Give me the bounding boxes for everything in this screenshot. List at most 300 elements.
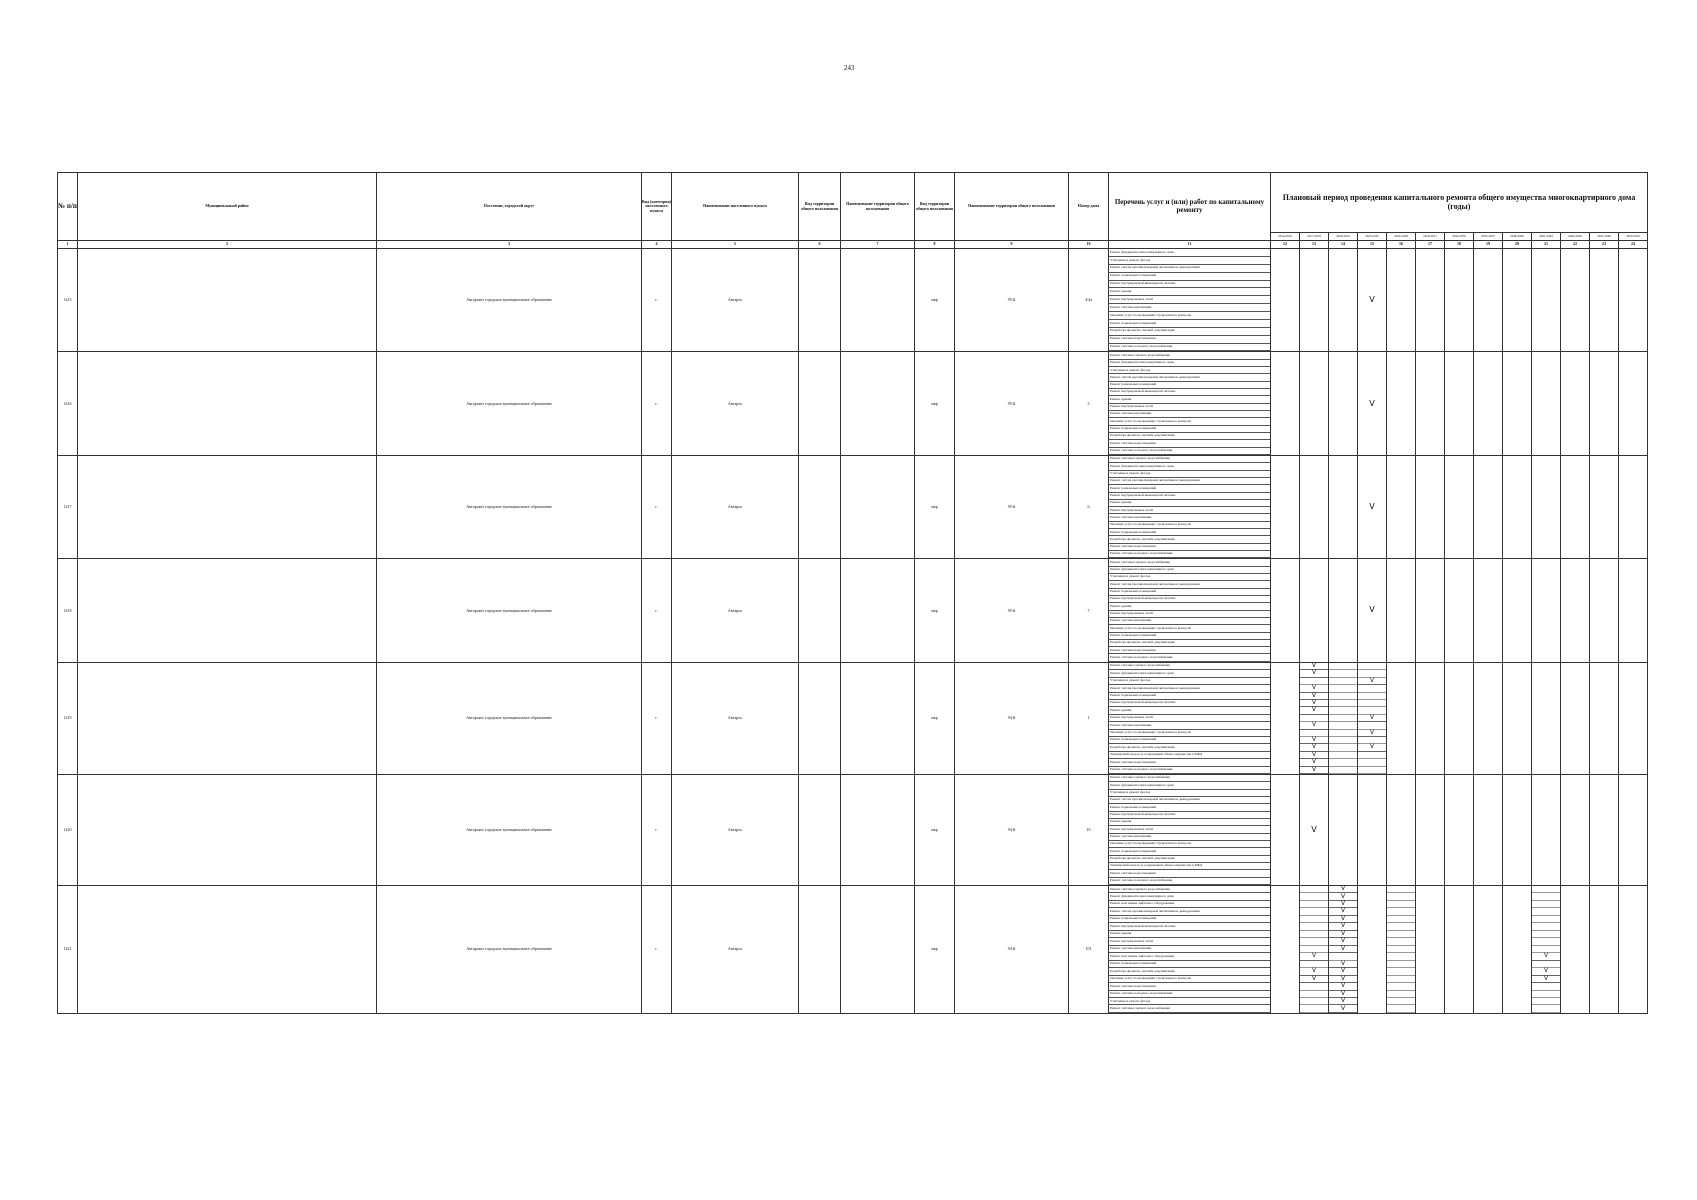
year-cell bbox=[1561, 455, 1590, 558]
column-number: 22 bbox=[1561, 241, 1590, 249]
territory-name-cell bbox=[841, 662, 915, 774]
year-cell bbox=[1416, 774, 1445, 885]
street-name-cell: 95-й bbox=[955, 559, 1069, 662]
territory-name-cell bbox=[841, 249, 915, 352]
district-cell bbox=[78, 455, 377, 558]
street-type-cell: мкр bbox=[915, 249, 955, 352]
work-item: Ремонт фундамента многоквартирного дома bbox=[1109, 782, 1270, 789]
mark-item bbox=[1300, 893, 1328, 900]
work-item: Ремонт системы холодного водоснабжения bbox=[1109, 551, 1270, 558]
territory-type-cell bbox=[799, 455, 841, 558]
year-cell bbox=[1300, 885, 1329, 1013]
column-number: 7 bbox=[841, 241, 915, 249]
locality-name-cell: Ангарск bbox=[672, 885, 799, 1013]
mark-item: V bbox=[1329, 931, 1357, 938]
year-cell bbox=[1619, 352, 1648, 455]
year-cell bbox=[1619, 249, 1648, 352]
year-cell bbox=[1300, 455, 1329, 558]
mark-item bbox=[1329, 730, 1357, 737]
work-item: Ремонт подвальных помещений bbox=[1109, 320, 1270, 328]
work-item: Разработка проектно-сметной документации bbox=[1109, 968, 1270, 975]
street-type-cell: мкр bbox=[915, 662, 955, 774]
locality-name-cell: Ангарск bbox=[672, 455, 799, 558]
street-type-cell: мкр bbox=[915, 352, 955, 455]
settlement-cell: Ангарское городское муниципальное образование bbox=[377, 352, 642, 455]
year-cell bbox=[1358, 662, 1387, 774]
year-header: 2044-2046 bbox=[1561, 233, 1590, 241]
mark-item bbox=[1329, 678, 1357, 685]
row-number: 1420 bbox=[58, 774, 78, 885]
mark-item bbox=[1300, 916, 1328, 923]
year-cell bbox=[1474, 455, 1503, 558]
year-cell bbox=[1561, 662, 1590, 774]
mark-item: V bbox=[1300, 693, 1328, 700]
mark-item: V bbox=[1329, 968, 1357, 975]
year-header: 2020-2022 bbox=[1329, 233, 1358, 241]
year-cell bbox=[1387, 249, 1416, 352]
year-cell bbox=[1532, 352, 1561, 455]
year-cell bbox=[1590, 885, 1619, 1013]
mark-item: V bbox=[1300, 759, 1328, 766]
mark-item bbox=[1387, 908, 1415, 915]
mark-list bbox=[1329, 663, 1357, 774]
column-number: 2 bbox=[78, 241, 377, 249]
column-number: 23 bbox=[1590, 241, 1619, 249]
year-cell bbox=[1271, 662, 1300, 774]
mark-item bbox=[1300, 901, 1328, 908]
row-number: 1419 bbox=[58, 662, 78, 774]
year-header: 2023-2025 bbox=[1358, 233, 1387, 241]
mark-item: V bbox=[1300, 670, 1328, 677]
street-type-cell: мкр bbox=[915, 559, 955, 662]
year-cell bbox=[1329, 352, 1358, 455]
mark-item bbox=[1532, 893, 1560, 900]
work-item: Оказание услуг по проведению строительного контроля bbox=[1109, 418, 1270, 425]
mark-item: V bbox=[1532, 968, 1560, 975]
work-item: Ремонт крыши bbox=[1109, 288, 1270, 296]
year-cell bbox=[1387, 662, 1416, 774]
mark-item bbox=[1329, 767, 1357, 774]
mark-item: V bbox=[1329, 938, 1357, 945]
mark-item bbox=[1387, 968, 1415, 975]
locality-name-cell: Ангарск bbox=[672, 662, 799, 774]
header-street-type: Вид территории общего пользования bbox=[915, 173, 955, 241]
district-cell bbox=[78, 774, 377, 885]
work-item: Ремонт фундамента многоквартирного дома bbox=[1109, 463, 1270, 470]
mark-item: V bbox=[1329, 916, 1357, 923]
works-list bbox=[1109, 249, 1270, 351]
work-item: Ремонт внутридомовых сетей bbox=[1109, 296, 1270, 304]
mark-item bbox=[1300, 983, 1328, 990]
work-item: Утепление и ремонт фасада bbox=[1109, 367, 1270, 374]
year-cell bbox=[1590, 352, 1619, 455]
table-body bbox=[58, 249, 1648, 1014]
year-cell bbox=[1503, 885, 1532, 1013]
year-cell bbox=[1474, 352, 1503, 455]
works-list-cell bbox=[1109, 559, 1271, 662]
work-item: Утепление и ремонт фасада bbox=[1109, 998, 1270, 1005]
year-cell bbox=[1300, 774, 1329, 885]
work-item: Ремонт или замена лифтового оборудования bbox=[1109, 901, 1270, 908]
work-item: Ремонт систем противопожарной автоматики и дымоудаления bbox=[1109, 685, 1270, 692]
mark-item bbox=[1532, 901, 1560, 908]
work-item: Ремонт системы горячего водоснабжения bbox=[1109, 456, 1270, 463]
work-item: Утепление и ремонт фасада bbox=[1109, 678, 1270, 685]
year-cell bbox=[1474, 249, 1503, 352]
street-name-cell: 94-й bbox=[955, 774, 1069, 885]
work-item: Ремонт внутридомовой инженерной системы bbox=[1109, 812, 1270, 819]
mark-item bbox=[1358, 685, 1386, 692]
work-item: Ремонт внутридомовых сетей bbox=[1109, 507, 1270, 514]
row-number: 1418 bbox=[58, 559, 78, 662]
mark-item bbox=[1300, 938, 1328, 945]
year-cell bbox=[1619, 774, 1648, 885]
locality-name-cell: Ангарск bbox=[672, 559, 799, 662]
year-cell bbox=[1387, 559, 1416, 662]
street-type-cell: мкр bbox=[915, 774, 955, 885]
house-number-cell: 7 bbox=[1069, 559, 1109, 662]
work-item: Ремонт внутридомовых сетей bbox=[1109, 826, 1270, 833]
mark-item bbox=[1387, 916, 1415, 923]
year-header: 2038-2040 bbox=[1503, 233, 1532, 241]
year-cell bbox=[1329, 249, 1358, 352]
street-type-cell: мкр bbox=[915, 455, 955, 558]
work-item: Ремонт подвальных помещений bbox=[1109, 426, 1270, 433]
work-item: Ремонт системы водоотведения bbox=[1109, 647, 1270, 654]
work-item: Ремонт подвальных помещений bbox=[1109, 693, 1270, 700]
year-cell bbox=[1416, 662, 1445, 774]
work-item: Разработка проектно-сметной документации bbox=[1109, 744, 1270, 751]
work-item: Ремонт подвальных помещений bbox=[1109, 737, 1270, 744]
planned-mark: V bbox=[1369, 605, 1375, 615]
column-number: 1 bbox=[58, 241, 78, 249]
work-item: Ремонт системы горячего водоснабжения bbox=[1109, 663, 1270, 670]
mark-item: V bbox=[1329, 886, 1357, 893]
column-number: 15 bbox=[1358, 241, 1387, 249]
year-cell bbox=[1387, 352, 1416, 455]
column-number: 16 bbox=[1387, 241, 1416, 249]
mark-item: V bbox=[1300, 968, 1328, 975]
header-number: № п/п bbox=[58, 173, 78, 241]
year-cell bbox=[1358, 249, 1387, 352]
year-header: 2032-2034 bbox=[1445, 233, 1474, 241]
year-cell bbox=[1300, 662, 1329, 774]
header-planned-period: Плановый период проведения капитального ремонта общего имущества многоквартирного дома (годы) bbox=[1271, 173, 1648, 233]
mark-item: V bbox=[1300, 767, 1328, 774]
work-item: Технический надзор за содержанием общего имущества в МКД bbox=[1109, 752, 1270, 759]
column-number: 4 bbox=[642, 241, 672, 249]
year-cell bbox=[1271, 249, 1300, 352]
year-cell bbox=[1590, 249, 1619, 352]
column-number: 9 bbox=[955, 241, 1069, 249]
mark-item bbox=[1387, 886, 1415, 893]
mark-item: V bbox=[1358, 744, 1386, 751]
planned-mark: V bbox=[1369, 295, 1375, 305]
territory-type-cell bbox=[799, 352, 841, 455]
mark-item: V bbox=[1300, 953, 1328, 960]
mark-item bbox=[1387, 991, 1415, 998]
mark-item bbox=[1532, 991, 1560, 998]
work-item: Ремонт системы горячего водоснабжения bbox=[1109, 1005, 1270, 1012]
works-list bbox=[1109, 886, 1270, 1013]
work-item: Ремонт внутридомовой инженерной системы bbox=[1109, 923, 1270, 930]
mark-item: V bbox=[1300, 707, 1328, 714]
year-cell bbox=[1474, 774, 1503, 885]
mark-item bbox=[1387, 961, 1415, 968]
mark-item bbox=[1300, 908, 1328, 915]
mark-item: V bbox=[1300, 700, 1328, 707]
work-item: Утепление и ремонт фасада bbox=[1109, 790, 1270, 797]
year-header: 2026-2028 bbox=[1387, 233, 1416, 241]
year-cell bbox=[1503, 352, 1532, 455]
year-cell bbox=[1561, 559, 1590, 662]
mark-item bbox=[1532, 983, 1560, 990]
district-cell bbox=[78, 559, 377, 662]
column-number: 20 bbox=[1503, 241, 1532, 249]
year-cell bbox=[1358, 455, 1387, 558]
year-cell bbox=[1503, 455, 1532, 558]
mark-item bbox=[1358, 700, 1386, 707]
year-cell bbox=[1416, 249, 1445, 352]
works-list bbox=[1109, 456, 1270, 558]
work-item: Ремонт подвальных помещений bbox=[1109, 485, 1270, 492]
year-header: 2029-2031 bbox=[1416, 233, 1445, 241]
work-item: Ремонт системы водоотведения bbox=[1109, 544, 1270, 551]
work-item: Ремонт системы холодного водоснабжения bbox=[1109, 767, 1270, 774]
column-number: 24 bbox=[1619, 241, 1648, 249]
mark-item: V bbox=[1329, 991, 1357, 998]
year-cell bbox=[1358, 774, 1387, 885]
work-item: Ремонт подвальных помещений bbox=[1109, 916, 1270, 923]
mark-item bbox=[1532, 998, 1560, 1005]
year-header: 2041-2043 bbox=[1532, 233, 1561, 241]
work-item: Разработка проектно-сметной документации bbox=[1109, 433, 1270, 440]
locality-name-cell: Ангарск bbox=[672, 249, 799, 352]
work-item: Ремонт крыши bbox=[1109, 500, 1270, 507]
mark-item bbox=[1300, 923, 1328, 930]
mark-item bbox=[1358, 693, 1386, 700]
work-item: Ремонт фундамента многоквартирного дома bbox=[1109, 249, 1270, 257]
works-list bbox=[1109, 663, 1270, 774]
work-item: Ремонт системы водоотведения bbox=[1109, 983, 1270, 990]
year-cell bbox=[1358, 352, 1387, 455]
year-cell bbox=[1503, 249, 1532, 352]
work-item: Ремонт подвальных помещений bbox=[1109, 633, 1270, 640]
street-name-cell: 95-й bbox=[955, 249, 1069, 352]
year-cell bbox=[1590, 774, 1619, 885]
works-list-cell bbox=[1109, 455, 1271, 558]
year-cell bbox=[1329, 455, 1358, 558]
mark-list bbox=[1532, 886, 1560, 1013]
territory-name-cell bbox=[841, 774, 915, 885]
work-item: Ремонт крыши bbox=[1109, 396, 1270, 403]
work-item: Оказание услуг по проведению строительного контроля bbox=[1109, 841, 1270, 848]
year-cell bbox=[1532, 774, 1561, 885]
year-cell bbox=[1445, 885, 1474, 1013]
works-list bbox=[1109, 775, 1270, 885]
work-item: Ремонт фундамента многоквартирного дома bbox=[1109, 360, 1270, 367]
header-territory-name: Наименование территории общего пользования bbox=[841, 173, 915, 241]
work-item: Ремонт системы горячего водоснабжения bbox=[1109, 352, 1270, 359]
work-item: Ремонт внутридомовых сетей bbox=[1109, 404, 1270, 411]
territory-name-cell bbox=[841, 559, 915, 662]
column-number: 17 bbox=[1416, 241, 1445, 249]
locality-kind-cell: г. bbox=[642, 559, 672, 662]
table-row bbox=[58, 559, 1648, 662]
mark-list bbox=[1300, 886, 1328, 1013]
locality-kind-cell: г. bbox=[642, 662, 672, 774]
mark-item bbox=[1329, 670, 1357, 677]
mark-item bbox=[1532, 931, 1560, 938]
year-cell bbox=[1271, 455, 1300, 558]
mark-item: V bbox=[1329, 901, 1357, 908]
street-name-cell: 94-й bbox=[955, 885, 1069, 1013]
year-cell bbox=[1329, 559, 1358, 662]
year-cell bbox=[1590, 559, 1619, 662]
mark-item: V bbox=[1358, 730, 1386, 737]
work-item: Ремонт систем противопожарной автоматики и дымоудаления bbox=[1109, 374, 1270, 381]
year-cell bbox=[1300, 249, 1329, 352]
work-item: Ремонт подвальных помещений bbox=[1109, 961, 1270, 968]
work-item: Ремонт системы вентиляции bbox=[1109, 304, 1270, 312]
mark-item bbox=[1329, 715, 1357, 722]
mark-item bbox=[1300, 886, 1328, 893]
mark-list bbox=[1329, 886, 1357, 1013]
mark-item: V bbox=[1329, 961, 1357, 968]
work-item: Ремонт крыши bbox=[1109, 819, 1270, 826]
column-number: 12 bbox=[1271, 241, 1300, 249]
works-list bbox=[1109, 559, 1270, 661]
year-cell bbox=[1387, 455, 1416, 558]
mark-item: V bbox=[1329, 983, 1357, 990]
planned-mark: V bbox=[1311, 824, 1317, 834]
work-item: Оказание услуг по проведению строительного контроля bbox=[1109, 976, 1270, 983]
house-number-cell: 6 bbox=[1069, 455, 1109, 558]
work-item: Ремонт системы холодного водоснабжения bbox=[1109, 878, 1270, 885]
year-cell bbox=[1503, 774, 1532, 885]
header-works-list: Перечень услуг и (или) работ по капитальному ремонту bbox=[1109, 173, 1271, 241]
year-header: 2035-2037 bbox=[1474, 233, 1503, 241]
column-number: 5 bbox=[672, 241, 799, 249]
year-cell bbox=[1445, 352, 1474, 455]
work-item: Ремонт систем противопожарной автоматики и дымоудаления bbox=[1109, 478, 1270, 485]
year-cell bbox=[1532, 455, 1561, 558]
year-header: 2017-2019 bbox=[1300, 233, 1329, 241]
settlement-cell: Ангарское городское муниципальное образование bbox=[377, 662, 642, 774]
settlement-cell: Ангарское городское муниципальное образование bbox=[377, 455, 642, 558]
year-cell bbox=[1387, 774, 1416, 885]
work-item: Ремонт крыши bbox=[1109, 931, 1270, 938]
mark-item bbox=[1329, 752, 1357, 759]
locality-name-cell: Ангарск bbox=[672, 774, 799, 885]
territory-type-cell bbox=[799, 249, 841, 352]
mark-item bbox=[1387, 976, 1415, 983]
year-cell bbox=[1590, 455, 1619, 558]
mark-item: V bbox=[1358, 715, 1386, 722]
year-cell bbox=[1387, 885, 1416, 1013]
work-item: Утепление и ремонт фасада bbox=[1109, 574, 1270, 581]
column-number: 3 bbox=[377, 241, 642, 249]
work-item: Ремонт системы водоотведения bbox=[1109, 336, 1270, 344]
mark-item bbox=[1358, 752, 1386, 759]
mark-item bbox=[1358, 767, 1386, 774]
capital-repair-register-table bbox=[57, 172, 1648, 1014]
territory-name-cell bbox=[841, 885, 915, 1013]
header-locality-name: Наименование населенного пункта bbox=[672, 173, 799, 241]
mark-item: V bbox=[1300, 722, 1328, 729]
year-cell bbox=[1561, 249, 1590, 352]
work-item: Ремонт системы вентиляции bbox=[1109, 834, 1270, 841]
header-locality-kind: Вид (категория) населенного пункта bbox=[642, 173, 672, 241]
planned-mark: V bbox=[1369, 501, 1375, 511]
work-item: Ремонт системы горячего водоснабжения bbox=[1109, 559, 1270, 566]
year-header: 2014-2016 bbox=[1271, 233, 1300, 241]
territory-type-cell bbox=[799, 774, 841, 885]
mark-item bbox=[1329, 722, 1357, 729]
work-item: Ремонт внутридомовой инженерной системы bbox=[1109, 281, 1270, 289]
mark-item bbox=[1387, 893, 1415, 900]
table-row bbox=[58, 352, 1648, 455]
year-cell bbox=[1329, 662, 1358, 774]
header-territory-type: Вид территории общего пользования bbox=[799, 173, 841, 241]
year-cell bbox=[1532, 885, 1561, 1013]
mark-item bbox=[1300, 998, 1328, 1005]
mark-item: V bbox=[1532, 953, 1560, 960]
column-number: 14 bbox=[1329, 241, 1358, 249]
house-number-cell: 5 bbox=[1069, 352, 1109, 455]
column-number: 10 bbox=[1069, 241, 1109, 249]
mark-list bbox=[1300, 663, 1328, 774]
mark-item bbox=[1387, 931, 1415, 938]
work-item: Ремонт подвальных помещений bbox=[1109, 848, 1270, 855]
works-list-cell bbox=[1109, 885, 1271, 1013]
district-cell bbox=[78, 249, 377, 352]
mark-item bbox=[1532, 938, 1560, 945]
work-item: Ремонт системы вентиляции bbox=[1109, 514, 1270, 521]
mark-item bbox=[1358, 759, 1386, 766]
table-row bbox=[58, 249, 1648, 352]
year-cell bbox=[1474, 559, 1503, 662]
locality-kind-cell: г. bbox=[642, 774, 672, 885]
work-item: Ремонт подвальных помещений bbox=[1109, 273, 1270, 281]
year-cell bbox=[1358, 885, 1387, 1013]
year-cell bbox=[1271, 774, 1300, 885]
settlement-cell: Ангарское городское муниципальное образование bbox=[377, 774, 642, 885]
mark-item: V bbox=[1329, 893, 1357, 900]
mark-item: V bbox=[1329, 1005, 1357, 1012]
year-cell bbox=[1445, 774, 1474, 885]
year-cell bbox=[1561, 774, 1590, 885]
street-name-cell: 95-й bbox=[955, 455, 1069, 558]
table-row bbox=[58, 774, 1648, 885]
street-name-cell: 94-й bbox=[955, 662, 1069, 774]
table-row bbox=[58, 662, 1648, 774]
year-cell bbox=[1300, 559, 1329, 662]
locality-kind-cell: г. bbox=[642, 249, 672, 352]
year-cell bbox=[1474, 662, 1503, 774]
mark-item bbox=[1329, 663, 1357, 670]
year-cell bbox=[1532, 559, 1561, 662]
mark-item bbox=[1329, 693, 1357, 700]
column-number: 21 bbox=[1532, 241, 1561, 249]
year-header: 2047-2049 bbox=[1590, 233, 1619, 241]
work-item: Оказание услуг по проведению строительного контроля bbox=[1109, 312, 1270, 320]
row-number: 1421 bbox=[58, 885, 78, 1013]
header-house-number: Номер дома bbox=[1069, 173, 1109, 241]
year-cell bbox=[1503, 662, 1532, 774]
year-cell bbox=[1445, 455, 1474, 558]
mark-item bbox=[1387, 923, 1415, 930]
